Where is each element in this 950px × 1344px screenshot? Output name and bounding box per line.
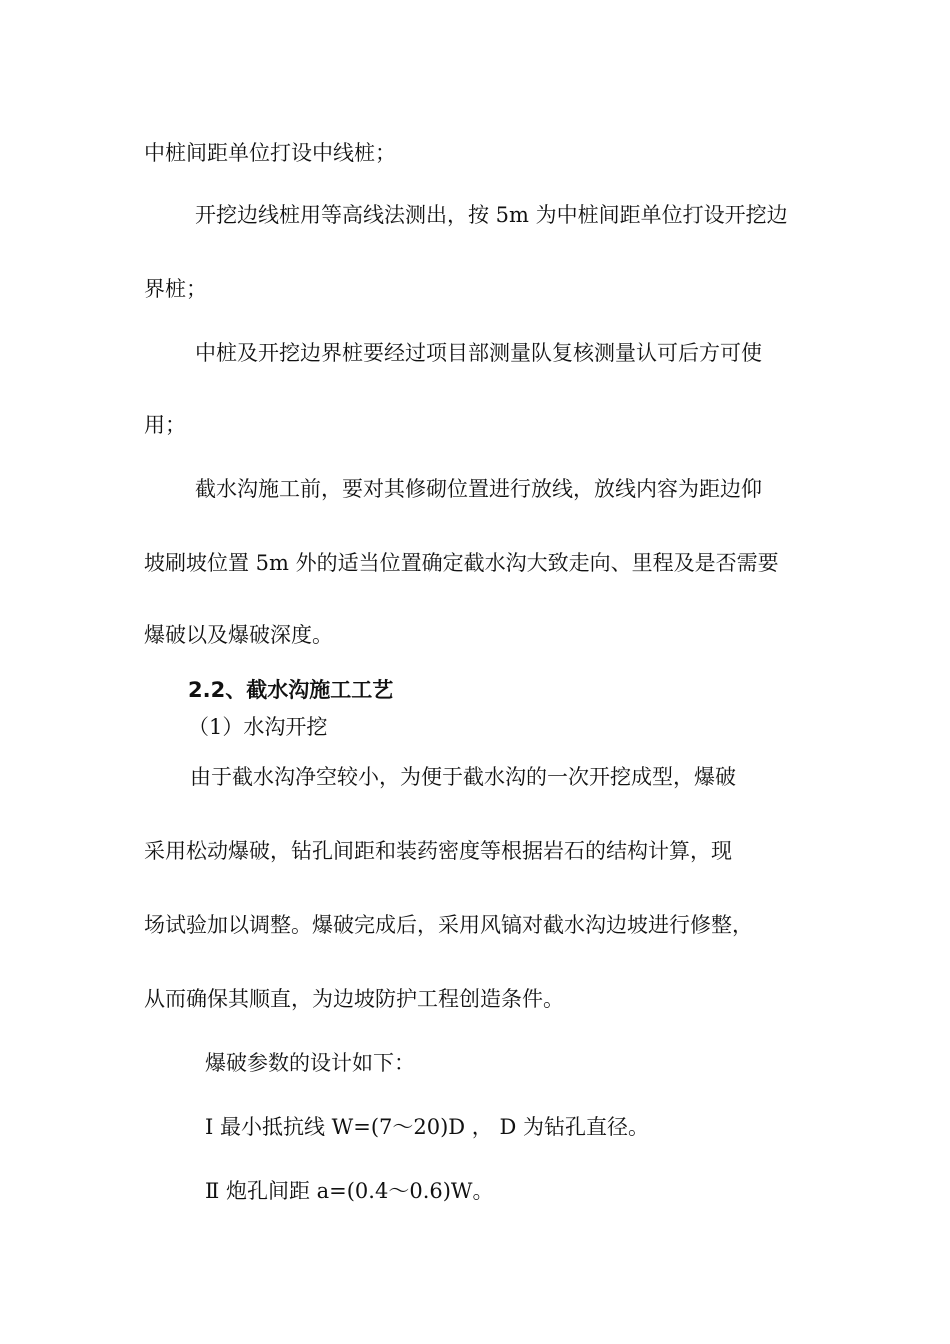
body-line: 中桩及开挖边界桩要经过项目部测量队复核测量认可后方可使 — [195, 341, 762, 365]
body-line: 中桩间距单位打设中线桩； — [144, 141, 396, 165]
section-heading: 2.2、截水沟施工工艺 — [188, 678, 394, 702]
body-line: 由于截水沟净空较小，为便于截水沟的一次开挖成型，爆破 — [190, 765, 736, 789]
body-line: 场试验加以调整。爆破完成后，采用风镐对截水沟边坡进行修整， — [144, 913, 753, 937]
list-item: Ⅱ 炮孔间距 a=(0.4～0.6)W。 — [205, 1179, 494, 1203]
body-line: 界桩； — [144, 277, 207, 301]
body-line: 采用松动爆破，钻孔间距和装药密度等根据岩石的结构计算，现 — [144, 839, 732, 863]
body-line: 坡刷坡位置 5m 外的适当位置确定截水沟大致走向、里程及是否需要 — [144, 551, 779, 575]
body-line: 截水沟施工前，要对其修砌位置进行放线，放线内容为距边仰 — [195, 477, 762, 501]
body-line: 爆破以及爆破深度。 — [144, 623, 333, 647]
subsection-heading: （1）水沟开挖 — [188, 715, 328, 739]
body-line: 开挖边线桩用等高线法测出，按 5m 为中桩间距单位打设开挖边 — [195, 203, 788, 227]
body-line: 从而确保其顺直，为边坡防护工程创造条件。 — [144, 987, 564, 1011]
body-line: 用； — [144, 413, 186, 437]
body-line: 爆破参数的设计如下： — [205, 1051, 415, 1075]
list-item: Ⅰ 最小抵抗线 W=(7～20)D ， D 为钻孔直径。 — [205, 1115, 649, 1139]
